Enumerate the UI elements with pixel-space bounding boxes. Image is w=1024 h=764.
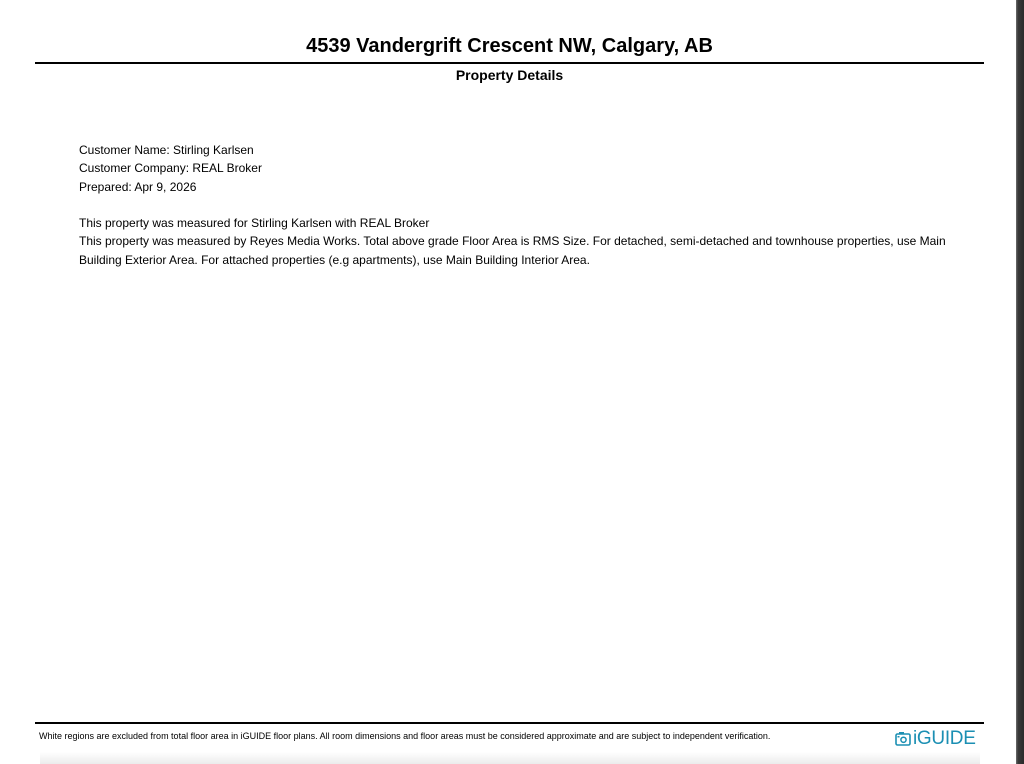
customer-company: Customer Company: REAL Broker bbox=[79, 161, 262, 176]
prepared-date: Prepared: Apr 9, 2026 bbox=[79, 179, 197, 194]
footer-disclaimer: White regions are excluded from total floor area in iGUIDE floor plans. All room dimensions and floor areas must be considered approximate and are subject to independent verification. bbox=[39, 731, 771, 741]
page-title: 4539 Vandergrift Crescent NW, Calgary, AB bbox=[306, 35, 713, 57]
iguide-camera-icon bbox=[895, 731, 911, 747]
spacer bbox=[79, 196, 959, 214]
window-edge bbox=[1016, 0, 1024, 764]
header-divider bbox=[35, 62, 984, 64]
customer-name: Customer Name: Stirling Karlsen bbox=[79, 143, 254, 157]
footer-divider bbox=[35, 722, 984, 724]
page-shadow bbox=[40, 752, 980, 764]
measured-by-text: This property was measured by Reyes Media Works. Total above grade Floor Area is RMS Size. For detached, semi-detached and townhouse properties, use Main Building Exterior Area. For attached properties (e.g apartments), use Main Building Interior Area. bbox=[79, 234, 946, 267]
iguide-logo bbox=[895, 728, 976, 750]
section-title: Property Details bbox=[455, 67, 564, 83]
measured-for-text: This property was measured for Stirling Karlsen with REAL Broker bbox=[79, 216, 430, 231]
logo-text: iGUIDE bbox=[913, 728, 976, 749]
property-details bbox=[79, 141, 959, 269]
